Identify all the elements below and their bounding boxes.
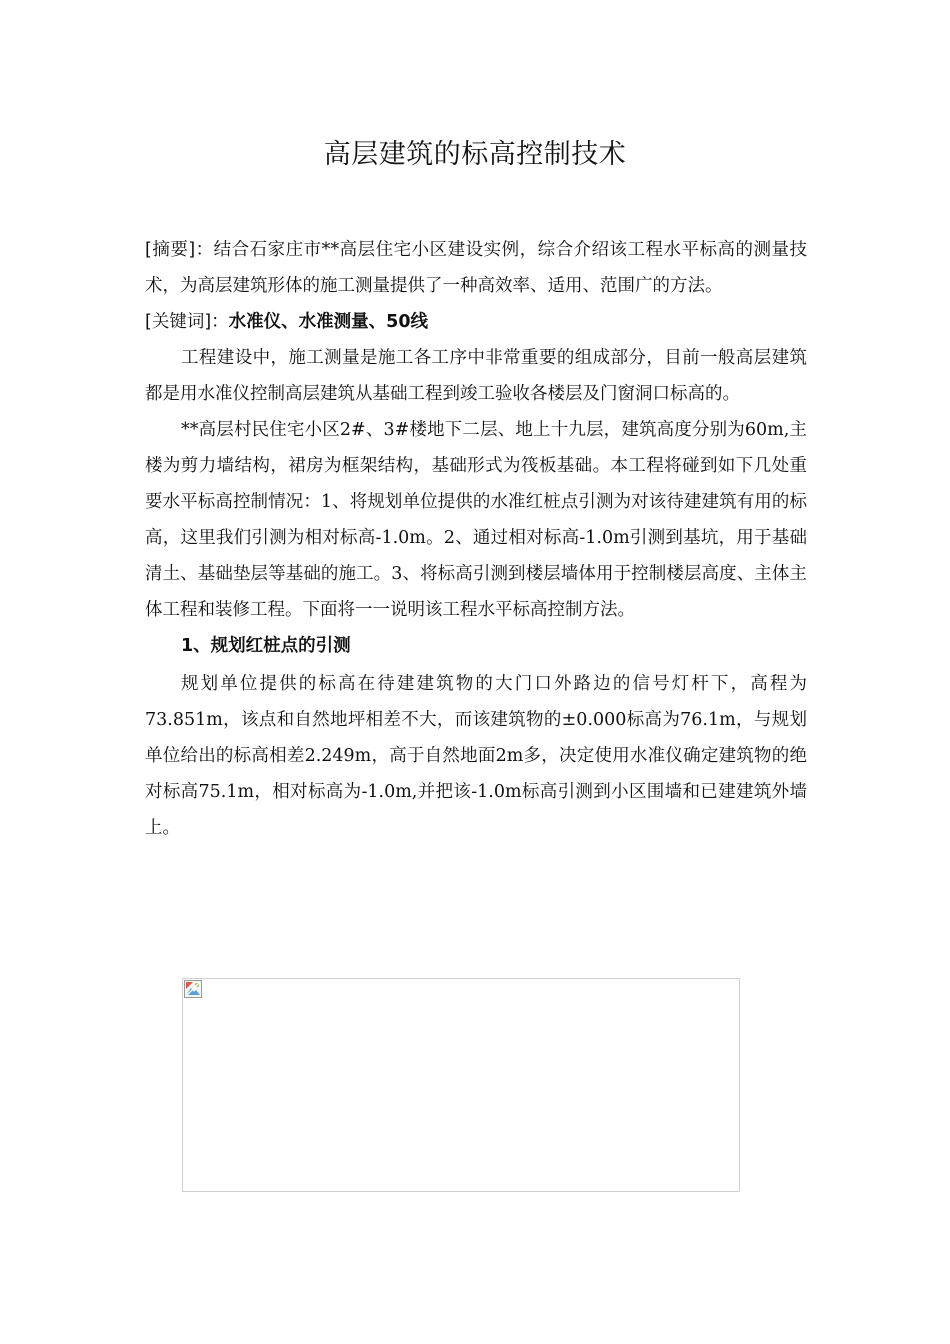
abstract-paragraph — [145, 232, 807, 304]
document-title: 高层建筑的标高控制技术 — [323, 139, 627, 170]
body-paragraph-2: **高层村民住宅小区2#、3#楼地下二层、地上十九层，建筑高度分别为60m,主楼为剪力墙结构，裙房为框架结构，基础形式为筏板基础。本工程将碰到如下几处重要水平标高控制情况：1、将规划单位提供的水准红桩点引测为对该待建建筑有用的标高，这里我们引测为相对标高-1.0m。2、通过相对标高-1.0m引测到基坑，用于基础清土、基础垫层等基础的施工。3、将标高引测到楼层墙体用于控制楼层高度、主体主体工程和装修工程。下面将一一说明该工程水平标高控制方法。 — [145, 420, 807, 620]
document-body — [145, 232, 807, 846]
broken-image-icon — [184, 980, 202, 998]
section-1-paragraph: 规划单位提供的标高在待建建筑物的大门口外路边的信号灯杆下，高程为73.851m，该点和自然地坪相差不大，而该建筑物的±0.000标高为76.1m，与规划单位给出的标高相差2.249m，高于自然地面2m多，决定使用水准仪确定建筑物的绝对标高75.1m，相对标高为-1.0m,并把该-1.0m标高引测到小区围墙和已建建筑外墙上。 — [145, 674, 807, 838]
figure-placeholder — [182, 978, 740, 1192]
section-heading-1: 1、规划红桩点的引测 — [181, 636, 351, 656]
abstract-label: [摘要] — [145, 240, 196, 260]
keywords-paragraph — [145, 304, 807, 340]
keywords-label: [关键词]： — [145, 312, 229, 332]
keywords-value: 水准仪、水准测量、50线 — [228, 312, 429, 332]
abstract-text: ：结合石家庄市**高层住宅小区建设实例，综合介绍该工程水平标高的测量技术，为高层建筑形体的施工测量提供了一种高效率、适用、范围广的方法。 — [145, 240, 808, 296]
body-paragraph-1: 工程建设中，施工测量是施工各工序中非常重要的组成部分，目前一般高层建筑都是用水准仪控制高层建筑从基础工程到竣工验收各楼层及门窗洞口标高的。 — [145, 348, 807, 404]
